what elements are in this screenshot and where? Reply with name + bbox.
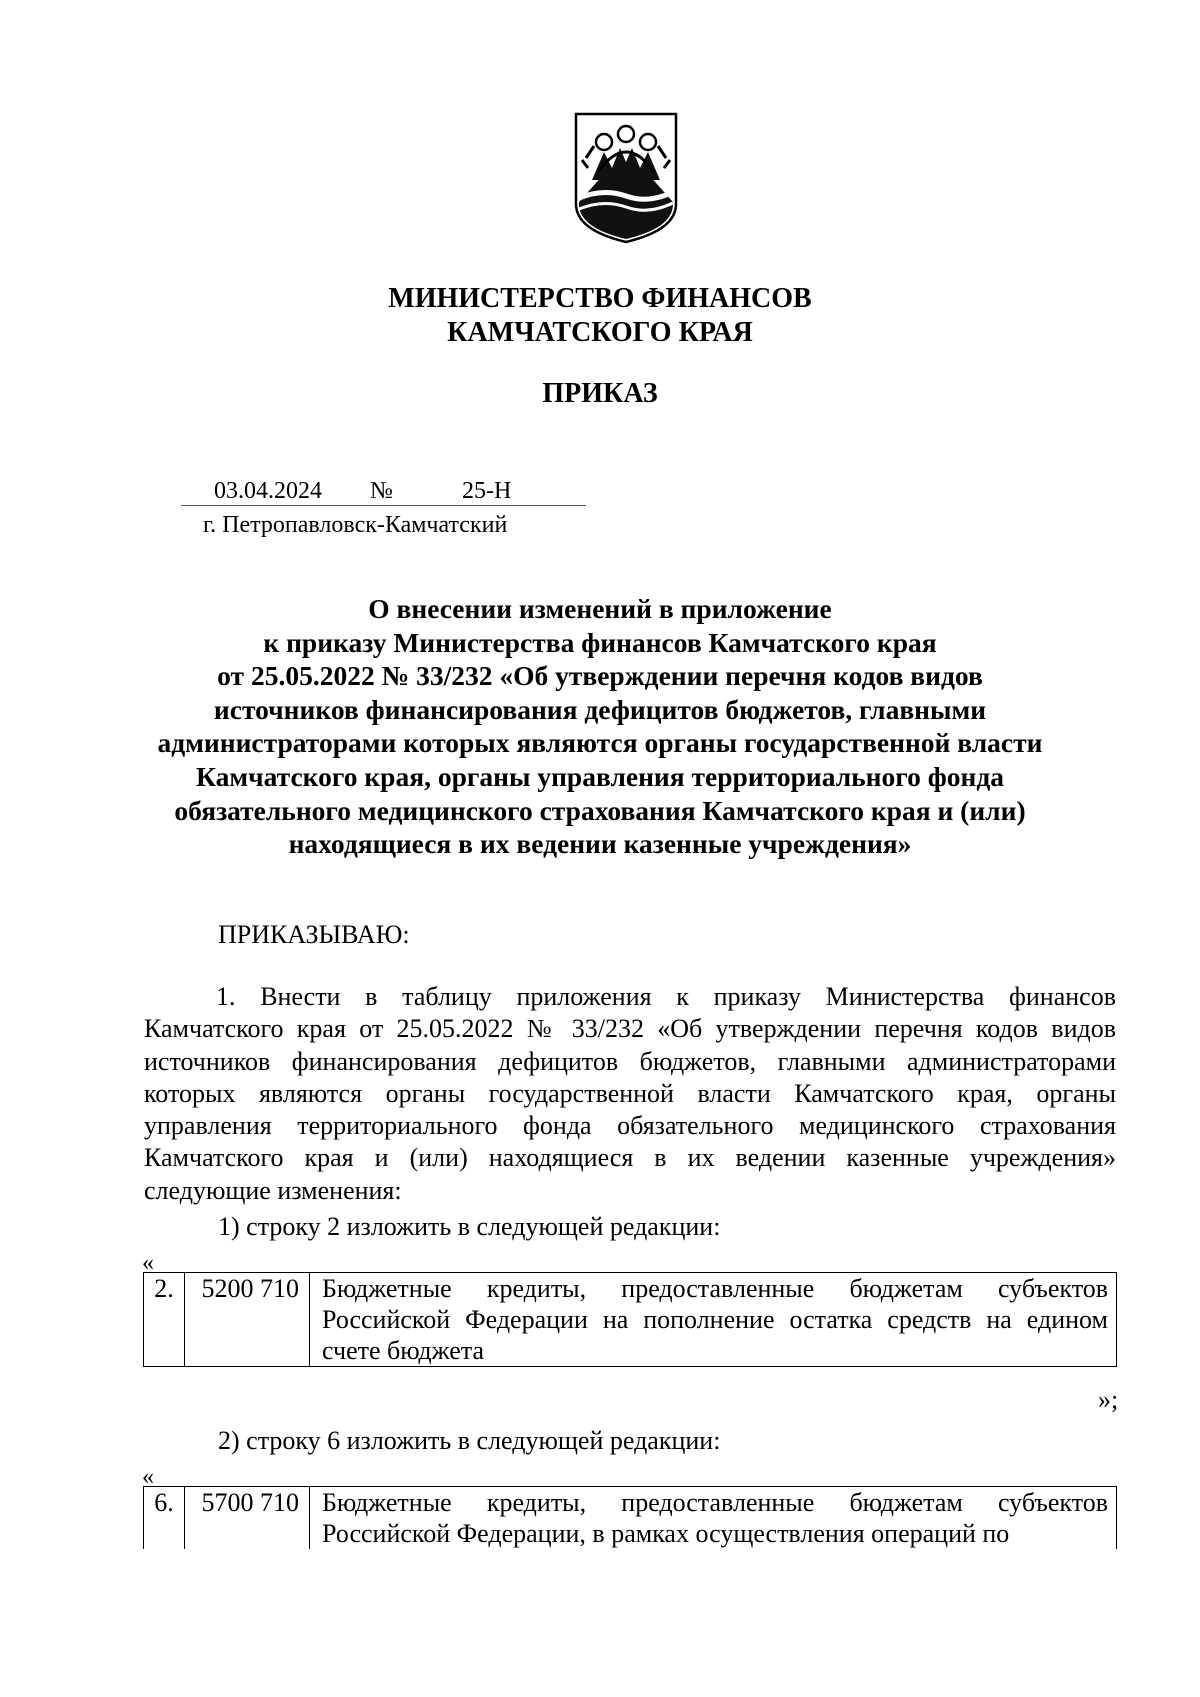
document-date: 03.04.2024 <box>214 478 322 504</box>
paragraph-1: 1. Внести в таблицу приложения к приказу Министерства финансов Камчатского края от 25.05.2022 № 33/232 «Об утверждении перечня кодов видов источников финансирования дефицитов бюджетов, главными администраторами которых являются органы государственной власти Камчатского края, органы управления территориального фонда обязательного медицинского страхования Камчатского края и (или) находящиеся в их ведении казенные учреждения» следующие изменения: <box>144 982 1116 1205</box>
date-number-underline <box>181 505 586 506</box>
title-line: находящиеся в их ведении казенные учреждения» <box>288 828 912 860</box>
open-quote: « <box>142 1464 154 1490</box>
coat-of-arms-emblem <box>574 112 678 244</box>
item-1: 1) строку 2 изложить в следующей редакции: <box>218 1212 721 1241</box>
title-line: Камчатского края, органы управления территориального фонда <box>196 760 1004 792</box>
ministry-name-line2: КАМЧАТСКОГО КРАЯ <box>447 317 753 348</box>
row-description: Бюджетные кредиты, предоставленные бюджетам субъектов Российской Федерации на пополнение остатка средств на едином счете бюджета <box>310 1273 1117 1367</box>
table-row <box>144 1487 1117 1550</box>
row-number: 2. <box>144 1273 185 1367</box>
open-quote: « <box>142 1250 154 1276</box>
decree-heading: ПРИКАЗЫВАЮ: <box>218 920 410 949</box>
title-line: обязательного медицинского страхования Камчатского края и (или) <box>174 794 1026 826</box>
document-number: 25-Н <box>462 478 512 504</box>
row-code: 5200 710 <box>185 1273 310 1367</box>
row-code: 5700 710 <box>185 1487 310 1550</box>
title-line: О внесении изменений в приложение <box>368 593 832 624</box>
title-line: источников финансирования дефицитов бюджетов, главными <box>213 693 987 725</box>
table-row <box>144 1273 1117 1367</box>
title-line: к приказу Министерства финансов Камчатского края <box>263 626 937 658</box>
row-number: 6. <box>144 1487 185 1550</box>
document-title <box>0 592 1200 861</box>
document-city: г. Петропавловск-Камчатский <box>203 512 508 538</box>
title-line: от 25.05.2022 № 33/232 «Об утверждении перечня кодов видов <box>217 660 983 692</box>
row-description: Бюджетные кредиты, предоставленные бюджетам субъектов Российской Федерации, в рамках осуществления операций по <box>310 1487 1117 1550</box>
document-type: ПРИКАЗ <box>542 378 658 409</box>
item-2: 2) строку 6 изложить в следующей редакции: <box>218 1426 721 1455</box>
ministry-name <box>0 282 1200 350</box>
close-quote: »; <box>1098 1385 1119 1414</box>
replacement-table-row-6 <box>143 1486 1117 1549</box>
title-line: администраторами которых являются органы государственной власти <box>157 727 1043 759</box>
number-sign: № <box>370 478 393 504</box>
ministry-name-line1: МИНИСТЕРСТВО ФИНАНСОВ <box>388 283 812 314</box>
replacement-table-row-2 <box>143 1272 1117 1367</box>
